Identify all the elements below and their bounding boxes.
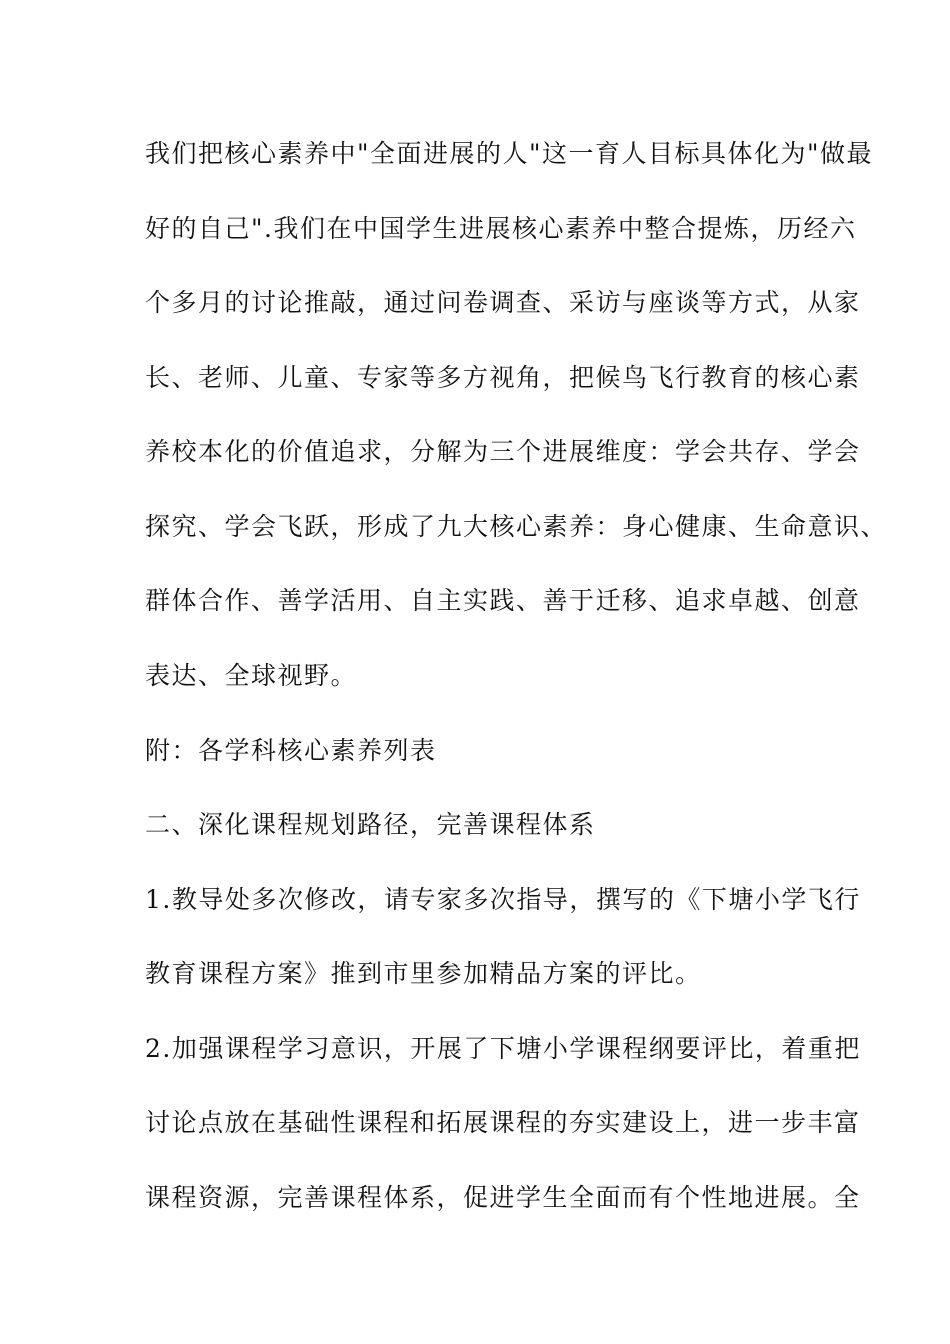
section-heading: 二、深化课程规划路径，完善课程体系 xyxy=(145,810,596,839)
text-line-15: 课程资源，完善课程体系，促进学生全面而有个性地进展。全 xyxy=(145,1183,861,1212)
text-line-3: 个多月的讨论推敲，通过问卷调查、采访与座谈等方式，从家 xyxy=(145,288,861,317)
text-line-2: 好的自己".我们在中国学生进展核心素养中整合提炼，历经六 xyxy=(145,214,857,243)
text-line-14: 讨论点放在基础性课程和拓展课程的夯实建设上，进一步丰富 xyxy=(145,1108,861,1137)
text-line-8: 表达、全球视野。 xyxy=(145,661,358,690)
text-line-6: 探究、学会飞跃，形成了九大核心素养：身心健康、生命意识、 xyxy=(145,512,888,541)
text-line-4: 长、老师、儿童、专家等多方视角，把候鸟飞行教育的核心素 xyxy=(145,363,861,392)
text-line-5: 养校本化的价值追求，分解为三个进展维度：学会共存、学会 xyxy=(145,437,861,466)
text-line-12: 教育课程方案》推到市里参加精品方案的评比。 xyxy=(145,959,702,988)
text-line-11: 1.教导处多次修改，请专家多次指导，撰写的《下塘小学飞行 xyxy=(145,885,861,914)
text-line-1: 我们把核心素养中"全面进展的人"这一育人目标具体化为"做最 xyxy=(145,139,873,168)
text-line-7: 群体合作、善学活用、自主实践、善于迁移、追求卓越、创意 xyxy=(145,586,861,615)
appendix-note: 附：各学科核心素养列表 xyxy=(145,736,437,765)
text-line-13: 2.加强课程学习意识，开展了下塘小学课程纲要评比，着重把 xyxy=(145,1034,861,1063)
